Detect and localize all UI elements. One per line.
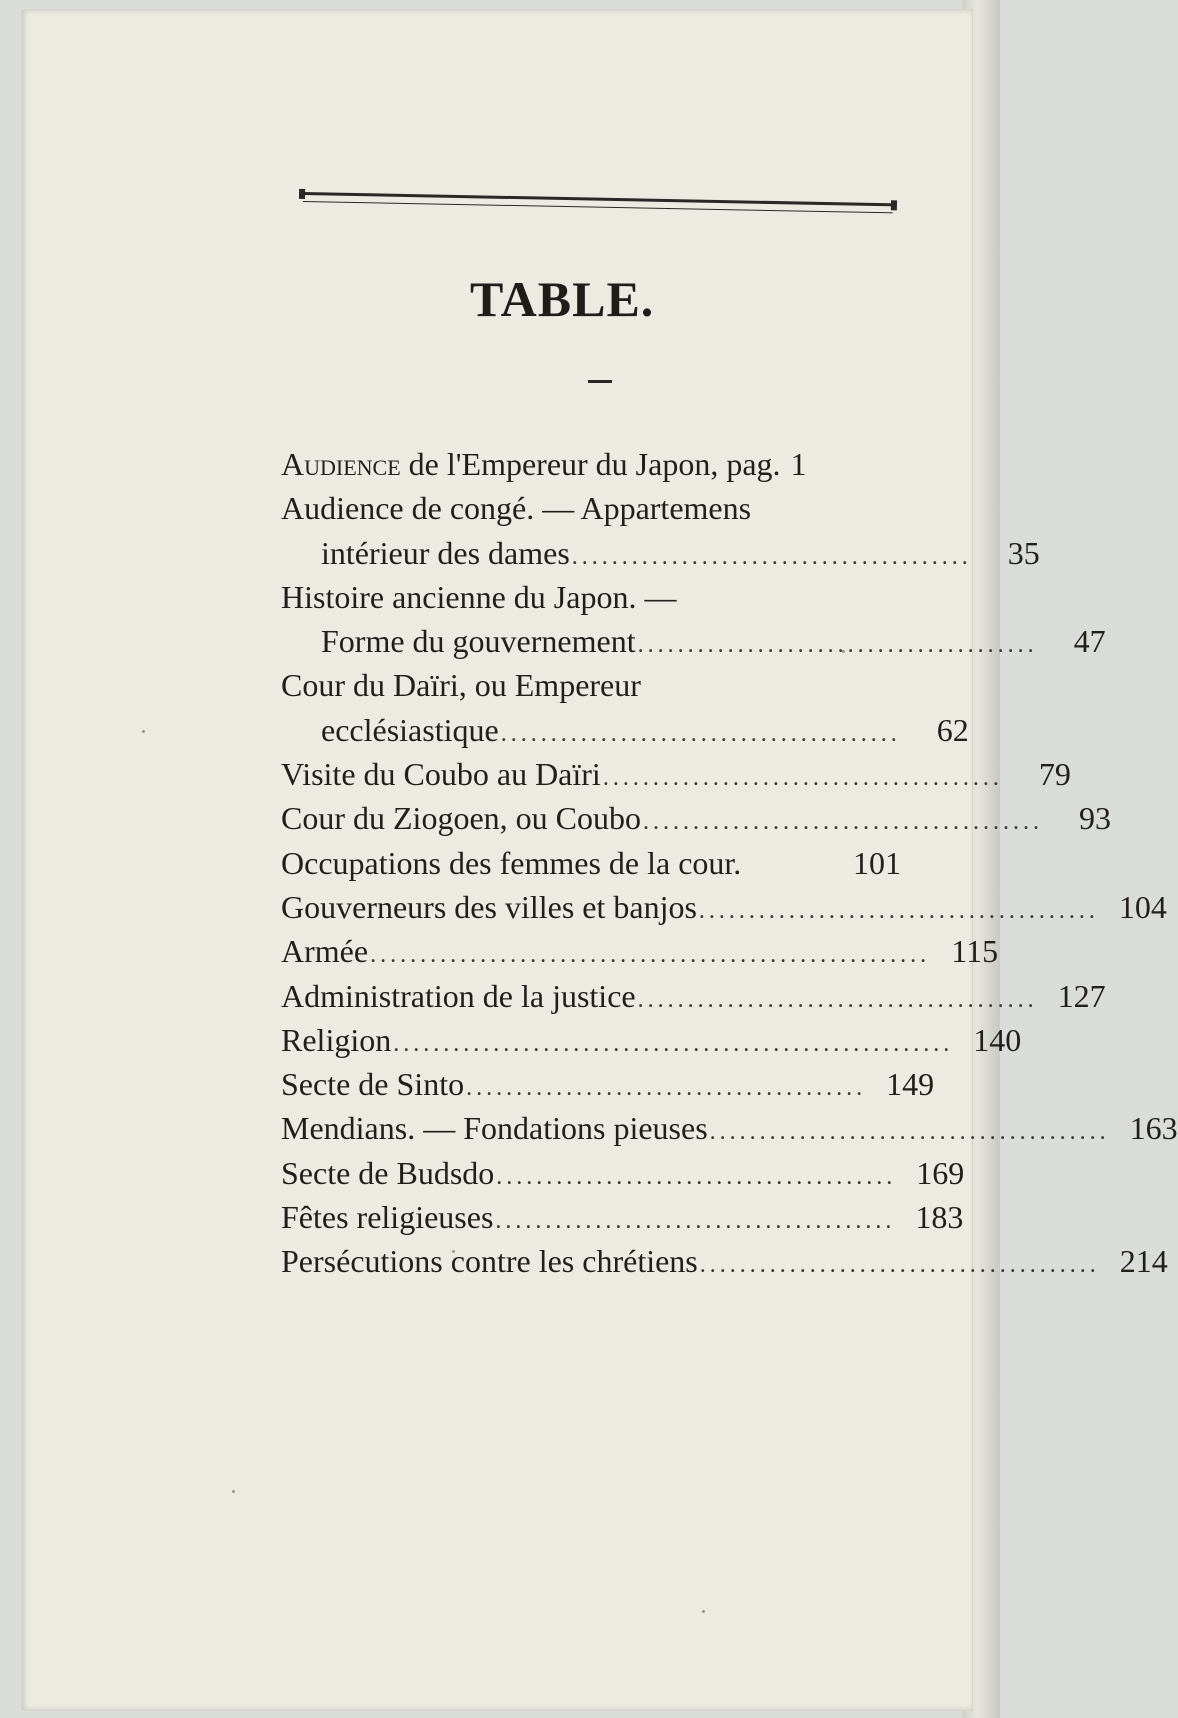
dot-leader: ........................................ [500, 720, 901, 747]
dot-leader: ........................................ [602, 765, 1003, 792]
entry-page: 93 [1078, 800, 1111, 837]
entry-title: Histoire ancienne du Japon. — [281, 578, 677, 615]
entry-title: Secte de Sinto [281, 1066, 465, 1103]
toc-entry[interactable] [281, 486, 1040, 575]
entry-page: 35 [1007, 534, 1040, 571]
entry-title: Secte de Budsdo [281, 1154, 495, 1191]
entry-title: Occupations des femmes de la cour. [281, 844, 742, 881]
toc-entry[interactable] [281, 1106, 1178, 1150]
entry-title: Administration de la justice [281, 977, 636, 1014]
entry-title: Mendians. — Fondations pieuses [281, 1110, 708, 1147]
dot-leader: ........................................ [496, 1163, 897, 1190]
entry-page: 169 [916, 1154, 965, 1191]
dot-leader: ........................................ [699, 1252, 1100, 1279]
entry-page: 127 [1057, 977, 1106, 1014]
entry-title-cont: Forme du gouvernement [321, 623, 636, 660]
title-dash [588, 380, 612, 383]
entry-page: 163 [1129, 1110, 1178, 1147]
toc-entry[interactable] [281, 796, 1111, 840]
entry-title: Religion [281, 1021, 392, 1058]
toc-entry[interactable] [281, 1018, 1022, 1062]
entry-title: Audience de congé. — Appartemens [281, 490, 752, 527]
entry-page: 79 [1038, 756, 1071, 793]
dot-leader: ........................................................ [393, 1030, 954, 1057]
entry-page: 47 [1073, 623, 1106, 660]
dot-leader: ........................................ [709, 1119, 1110, 1146]
entry-page: 101 [853, 844, 901, 881]
entry-page: 104 [1118, 888, 1167, 925]
dot-leader: ........................................ [642, 809, 1043, 836]
entry-page: 140 [973, 1021, 1022, 1058]
toc-entry[interactable] [281, 663, 969, 752]
entry-page: 149 [886, 1066, 935, 1103]
entry-title: de l'Empereur du Japon, pag. [400, 446, 781, 482]
toc-entry[interactable] [281, 575, 1106, 664]
dot-leader: ........................................ [571, 543, 972, 570]
entry-title: Gouverneurs des villes et banjos [281, 888, 697, 925]
entry-title: Fêtes religieuses [281, 1199, 494, 1236]
toc-entry[interactable] [281, 929, 999, 973]
dot-leader: ........................................ [637, 986, 1038, 1013]
dot-leader: ........................................ [637, 632, 1038, 659]
entry-page: 214 [1119, 1243, 1168, 1280]
entry-title-cont: intérieur des dames [321, 534, 570, 571]
toc-entry[interactable] [281, 1062, 935, 1106]
entry-title-cont: ecclésiastique [321, 711, 499, 748]
dot-leader: ........................................ [698, 897, 1099, 924]
dot-leader: ........................................ [466, 1075, 867, 1102]
toc-entry[interactable] [281, 1151, 965, 1195]
toc-entry[interactable] [281, 841, 901, 885]
entry-title: Cour du Daïri, ou Empereur [281, 667, 641, 704]
toc-entry[interactable] [281, 1195, 964, 1239]
entry-page: 62 [936, 711, 969, 748]
toc-entry[interactable] [281, 1239, 1168, 1283]
entry-title: Visite du Coubo au Daïri [281, 756, 601, 793]
toc-entry[interactable] [281, 752, 1071, 796]
entry-page: 1 [790, 446, 807, 482]
page-title: TABLE. [470, 271, 655, 327]
dot-leader: ........................................................ [370, 942, 931, 969]
toc-entry[interactable] [281, 442, 901, 486]
entry-lead: Audience [281, 446, 401, 482]
toc-list [281, 442, 1178, 1284]
entry-page: 115 [951, 933, 999, 970]
entry-title: Persécutions contre les chrétiens [281, 1243, 698, 1280]
dot-leader: ........................................ [495, 1208, 896, 1235]
entry-title: Armée [281, 933, 369, 970]
entry-title: Cour du Ziogoen, ou Coubo [281, 800, 641, 837]
toc-entry[interactable] [281, 974, 1106, 1018]
toc-entry[interactable] [281, 885, 1167, 929]
entry-page: 183 [915, 1199, 964, 1236]
